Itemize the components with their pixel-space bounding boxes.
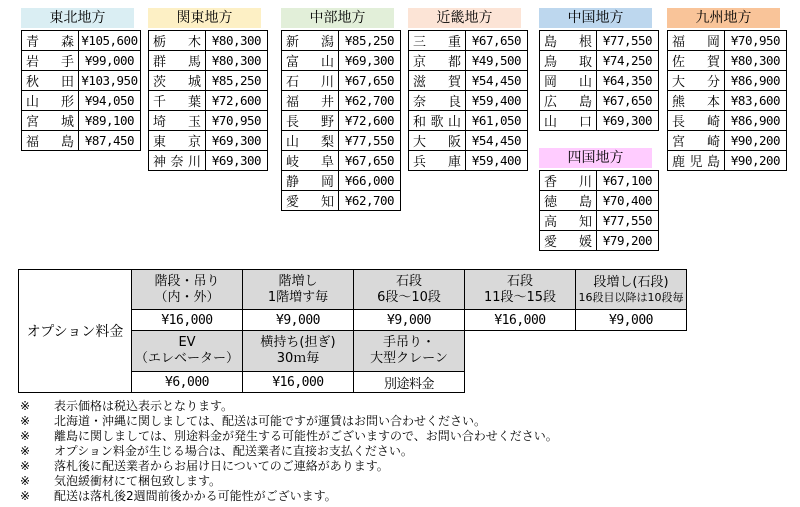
prefecture-price-table-tohoku bbox=[21, 30, 141, 151]
prefecture-row bbox=[668, 151, 787, 171]
prefecture-name: 福岡 bbox=[668, 31, 725, 51]
option-price: ¥16,000 bbox=[132, 310, 243, 331]
prefecture-price: ¥62,700 bbox=[339, 191, 401, 211]
prefecture-row bbox=[668, 91, 787, 111]
prefecture-row bbox=[282, 31, 401, 51]
prefecture-price: ¥69,300 bbox=[597, 111, 659, 131]
prefecture-row bbox=[149, 71, 268, 91]
prefecture-name: 富山 bbox=[282, 51, 339, 71]
prefecture-name: 熊本 bbox=[668, 91, 725, 111]
prefecture-row bbox=[668, 131, 787, 151]
prefecture-price: ¥74,250 bbox=[597, 51, 659, 71]
footnote-marker: ※ bbox=[20, 474, 31, 488]
footnote-text: 北海道・沖縄に関しましては、配送は可能ですが運賃はお問い合わせください。 bbox=[54, 414, 487, 428]
prefecture-name: 宮崎 bbox=[668, 131, 725, 151]
region-table-chugoku bbox=[539, 8, 652, 131]
option-header-line1: 階段・吊り bbox=[154, 273, 220, 289]
prefecture-price: ¥99,000 bbox=[79, 51, 141, 71]
prefecture-row bbox=[149, 131, 268, 151]
footnote-marker: ※ bbox=[20, 399, 31, 413]
prefecture-price: ¥90,200 bbox=[725, 151, 787, 171]
option-header-elevator bbox=[132, 331, 243, 372]
prefecture-name: 福井 bbox=[282, 91, 339, 111]
prefecture-price: ¥69,300 bbox=[339, 51, 401, 71]
option-header-horizontal-carry bbox=[243, 331, 354, 372]
footnote-text: 離島に関しましては、別途料金が発生する可能性がございますので、お問い合わせください。 bbox=[54, 429, 558, 443]
prefecture-row bbox=[149, 91, 268, 111]
prefecture-row bbox=[22, 71, 141, 91]
prefecture-row bbox=[540, 91, 659, 111]
prefecture-name: 愛知 bbox=[282, 191, 339, 211]
prefecture-name: 徳島 bbox=[540, 191, 597, 211]
prefecture-price: ¥72,600 bbox=[206, 91, 268, 111]
prefecture-row bbox=[282, 151, 401, 171]
prefecture-name: 山形 bbox=[22, 91, 79, 111]
prefecture-name: 山梨 bbox=[282, 131, 339, 151]
prefecture-name: 広島 bbox=[540, 91, 597, 111]
prefecture-price: ¥69,300 bbox=[206, 131, 268, 151]
prefecture-name: 京都 bbox=[409, 51, 466, 71]
region-header-tohoku: 東北地方 bbox=[21, 8, 134, 28]
prefecture-name: 佐賀 bbox=[668, 51, 725, 71]
prefecture-name: 和歌山 bbox=[409, 111, 466, 131]
prefecture-name: 鳥取 bbox=[540, 51, 597, 71]
prefecture-price: ¥89,100 bbox=[79, 111, 141, 131]
prefecture-price: ¥67,650 bbox=[339, 151, 401, 171]
prefecture-price: ¥79,200 bbox=[597, 231, 659, 251]
prefecture-name: 大分 bbox=[668, 71, 725, 91]
prefecture-price: ¥80,300 bbox=[206, 51, 268, 71]
prefecture-price: ¥62,700 bbox=[339, 91, 401, 111]
prefecture-row bbox=[282, 171, 401, 191]
prefecture-row bbox=[409, 151, 528, 171]
region-header-shikoku: 四国地方 bbox=[539, 148, 652, 168]
prefecture-row bbox=[149, 51, 268, 71]
prefecture-row bbox=[668, 51, 787, 71]
option-header-line2: （エレベーター） bbox=[134, 351, 239, 366]
prefecture-price: ¥69,300 bbox=[206, 151, 268, 171]
prefecture-row bbox=[540, 111, 659, 131]
option-price: 別途料金 bbox=[354, 372, 465, 393]
prefecture-name: 福島 bbox=[22, 131, 79, 151]
prefecture-name: 鹿児島 bbox=[668, 151, 725, 171]
prefecture-row bbox=[409, 111, 528, 131]
prefecture-name: 島根 bbox=[540, 31, 597, 51]
prefecture-price: ¥67,650 bbox=[466, 31, 528, 51]
option-price: ¥16,000 bbox=[243, 372, 354, 393]
prefecture-name: 群馬 bbox=[149, 51, 206, 71]
footnote-text: 表示価格は税込表示となります。 bbox=[54, 399, 234, 413]
option-price: ¥9,000 bbox=[354, 310, 465, 331]
options-table-label: オプション料金 bbox=[19, 270, 132, 393]
prefecture-price: ¥54,450 bbox=[466, 131, 528, 151]
prefecture-price: ¥87,450 bbox=[79, 131, 141, 151]
region-header-chubu: 中部地方 bbox=[281, 8, 394, 28]
prefecture-row bbox=[540, 191, 659, 211]
prefecture-price: ¥77,550 bbox=[597, 31, 659, 51]
prefecture-name: 秋田 bbox=[22, 71, 79, 91]
prefecture-price: ¥70,400 bbox=[597, 191, 659, 211]
prefecture-row bbox=[409, 71, 528, 91]
region-table-shikoku bbox=[539, 148, 652, 251]
option-header-line1: 段増し(石段) bbox=[593, 275, 669, 290]
footnote-line bbox=[20, 489, 780, 504]
footnote-line bbox=[20, 459, 780, 474]
option-price: ¥16,000 bbox=[465, 310, 576, 331]
prefecture-name: 石川 bbox=[282, 71, 339, 91]
footnote-line bbox=[20, 399, 780, 414]
prefecture-name: 青森 bbox=[22, 31, 79, 51]
footnotes bbox=[20, 399, 780, 504]
option-price: ¥9,000 bbox=[576, 310, 687, 331]
prefecture-name: 滋賀 bbox=[409, 71, 466, 91]
prefecture-name: 高知 bbox=[540, 211, 597, 231]
option-header-stairs-lift bbox=[132, 270, 243, 310]
prefecture-name: 山口 bbox=[540, 111, 597, 131]
options-empty-area bbox=[465, 372, 687, 393]
region-table-chubu bbox=[281, 8, 394, 211]
prefecture-price: ¥67,650 bbox=[597, 91, 659, 111]
region-header-kanto: 関東地方 bbox=[148, 8, 261, 28]
prefecture-price: ¥67,100 bbox=[597, 171, 659, 191]
option-header-line1: 階増し bbox=[278, 273, 318, 289]
prefecture-price: ¥59,400 bbox=[466, 151, 528, 171]
prefecture-price-table-chubu bbox=[281, 30, 401, 211]
footnote-line bbox=[20, 474, 780, 489]
prefecture-name: 栃木 bbox=[149, 31, 206, 51]
option-price: ¥9,000 bbox=[243, 310, 354, 331]
prefecture-row bbox=[540, 71, 659, 91]
region-header-kinki: 近畿地方 bbox=[408, 8, 521, 28]
options-fee-table bbox=[18, 269, 687, 393]
prefecture-name: 神奈川 bbox=[149, 151, 206, 171]
prefecture-row bbox=[149, 31, 268, 51]
option-header-line1: EV bbox=[178, 335, 196, 350]
prefecture-name: 埼玉 bbox=[149, 111, 206, 131]
prefecture-price: ¥105,600 bbox=[79, 31, 141, 51]
option-header-line2: 16段目以降は10段毎 bbox=[578, 291, 684, 304]
prefecture-price: ¥80,300 bbox=[725, 51, 787, 71]
prefecture-price: ¥85,250 bbox=[339, 31, 401, 51]
prefecture-price: ¥77,550 bbox=[339, 131, 401, 151]
footnote-text: 気泡緩衝材にて梱包致します。 bbox=[54, 474, 222, 488]
prefecture-price: ¥61,050 bbox=[466, 111, 528, 131]
prefecture-price: ¥54,450 bbox=[466, 71, 528, 91]
footnote-text: オプション料金が生じる場合は、配送業者に直接お支払ください。 bbox=[54, 444, 413, 458]
option-header-extra-floor bbox=[243, 270, 354, 310]
prefecture-row bbox=[540, 31, 659, 51]
option-header-line2: （内・外） bbox=[154, 289, 220, 305]
prefecture-row bbox=[282, 71, 401, 91]
option-header-line2: 6段～10段 bbox=[377, 289, 441, 305]
prefecture-name: 岡山 bbox=[540, 71, 597, 91]
option-header-hand-lift-crane bbox=[354, 331, 465, 372]
option-header-line1: 石段 bbox=[395, 273, 422, 289]
footnote-line bbox=[20, 429, 780, 444]
option-header-line2: 大型クレーン bbox=[370, 351, 448, 366]
prefecture-name: 兵庫 bbox=[409, 151, 466, 171]
prefecture-price-table-shikoku bbox=[539, 170, 659, 251]
prefecture-row bbox=[282, 191, 401, 211]
option-header-extra-stone-steps bbox=[576, 270, 687, 310]
option-header-line2: 11段～15段 bbox=[483, 289, 557, 305]
prefecture-row bbox=[149, 151, 268, 171]
prefecture-name: 茨城 bbox=[149, 71, 206, 91]
prefecture-name: 三重 bbox=[409, 31, 466, 51]
prefecture-name: 静岡 bbox=[282, 171, 339, 191]
footnote-marker: ※ bbox=[20, 489, 31, 503]
footnote-line bbox=[20, 414, 780, 429]
prefecture-name: 新潟 bbox=[282, 31, 339, 51]
prefecture-row bbox=[22, 111, 141, 131]
prefecture-price-table-kanto bbox=[148, 30, 268, 171]
prefecture-row bbox=[22, 91, 141, 111]
prefecture-row bbox=[409, 51, 528, 71]
prefecture-row bbox=[149, 111, 268, 131]
prefecture-row bbox=[282, 91, 401, 111]
prefecture-row bbox=[22, 131, 141, 151]
footnote-marker: ※ bbox=[20, 414, 31, 428]
prefecture-row bbox=[540, 51, 659, 71]
option-header-stone-steps-11-15 bbox=[465, 270, 576, 310]
prefecture-price: ¥85,250 bbox=[206, 71, 268, 91]
prefecture-row bbox=[409, 91, 528, 111]
prefecture-price-table-kyushu bbox=[667, 30, 787, 171]
option-header-stone-steps-6-10 bbox=[354, 270, 465, 310]
options-empty-area bbox=[465, 331, 687, 372]
prefecture-name: 愛媛 bbox=[540, 231, 597, 251]
option-header-line1: 横持ち(担ぎ) bbox=[260, 335, 336, 350]
prefecture-row bbox=[22, 31, 141, 51]
prefecture-price: ¥94,050 bbox=[79, 91, 141, 111]
prefecture-price: ¥66,000 bbox=[339, 171, 401, 191]
prefecture-price: ¥90,200 bbox=[725, 131, 787, 151]
prefecture-row bbox=[409, 131, 528, 151]
prefecture-price: ¥64,350 bbox=[597, 71, 659, 91]
prefecture-name: 長崎 bbox=[668, 111, 725, 131]
prefecture-row bbox=[540, 211, 659, 231]
footnote-marker: ※ bbox=[20, 429, 31, 443]
region-table-kanto bbox=[148, 8, 261, 171]
prefecture-row bbox=[22, 51, 141, 71]
prefecture-price: ¥80,300 bbox=[206, 31, 268, 51]
option-header-line1: 手吊り・ bbox=[382, 335, 435, 350]
prefecture-row bbox=[409, 31, 528, 51]
prefecture-row bbox=[540, 231, 659, 251]
prefecture-name: 長野 bbox=[282, 111, 339, 131]
options-header-row-1 bbox=[19, 270, 687, 310]
prefecture-price-table-chugoku bbox=[539, 30, 659, 131]
prefecture-price-table-kinki bbox=[408, 30, 528, 171]
footnote-marker: ※ bbox=[20, 459, 31, 473]
prefecture-price: ¥72,600 bbox=[339, 111, 401, 131]
prefecture-price: ¥70,950 bbox=[725, 31, 787, 51]
region-table-kyushu bbox=[667, 8, 780, 171]
prefecture-price: ¥83,600 bbox=[725, 91, 787, 111]
prefecture-name: 香川 bbox=[540, 171, 597, 191]
prefecture-name: 岩手 bbox=[22, 51, 79, 71]
prefecture-name: 大阪 bbox=[409, 131, 466, 151]
option-price: ¥6,000 bbox=[132, 372, 243, 393]
prefecture-row bbox=[282, 111, 401, 131]
footnote-text: 配送は落札後2週間前後かかる可能性がございます。 bbox=[54, 489, 337, 503]
prefecture-price: ¥67,650 bbox=[339, 71, 401, 91]
prefecture-price: ¥77,550 bbox=[597, 211, 659, 231]
region-header-chugoku: 中国地方 bbox=[539, 8, 652, 28]
footnote-marker: ※ bbox=[20, 444, 31, 458]
prefecture-row bbox=[282, 131, 401, 151]
prefecture-price: ¥86,900 bbox=[725, 111, 787, 131]
footnote-line bbox=[20, 444, 780, 459]
prefecture-row bbox=[668, 71, 787, 91]
footnote-text: 落札後に配送業者からお届け日についてのご連絡があります。 bbox=[54, 459, 389, 473]
option-header-line1: 石段 bbox=[506, 273, 533, 289]
option-header-line2: 1階増す毎 bbox=[267, 289, 329, 305]
prefecture-row bbox=[540, 171, 659, 191]
prefecture-name: 千葉 bbox=[149, 91, 206, 111]
prefecture-row bbox=[282, 51, 401, 71]
prefecture-name: 奈良 bbox=[409, 91, 466, 111]
prefecture-price: ¥86,900 bbox=[725, 71, 787, 91]
prefecture-price: ¥59,400 bbox=[466, 91, 528, 111]
prefecture-name: 東京 bbox=[149, 131, 206, 151]
region-table-tohoku bbox=[21, 8, 138, 151]
prefecture-price: ¥103,950 bbox=[79, 71, 141, 91]
prefecture-price: ¥49,500 bbox=[466, 51, 528, 71]
prefecture-name: 宮城 bbox=[22, 111, 79, 131]
prefecture-name: 岐阜 bbox=[282, 151, 339, 171]
prefecture-row bbox=[668, 111, 787, 131]
option-header-line2: 30ｍ毎 bbox=[276, 351, 320, 366]
region-header-kyushu: 九州地方 bbox=[667, 8, 780, 28]
prefecture-row bbox=[668, 31, 787, 51]
prefecture-price: ¥70,950 bbox=[206, 111, 268, 131]
region-table-kinki bbox=[408, 8, 521, 171]
